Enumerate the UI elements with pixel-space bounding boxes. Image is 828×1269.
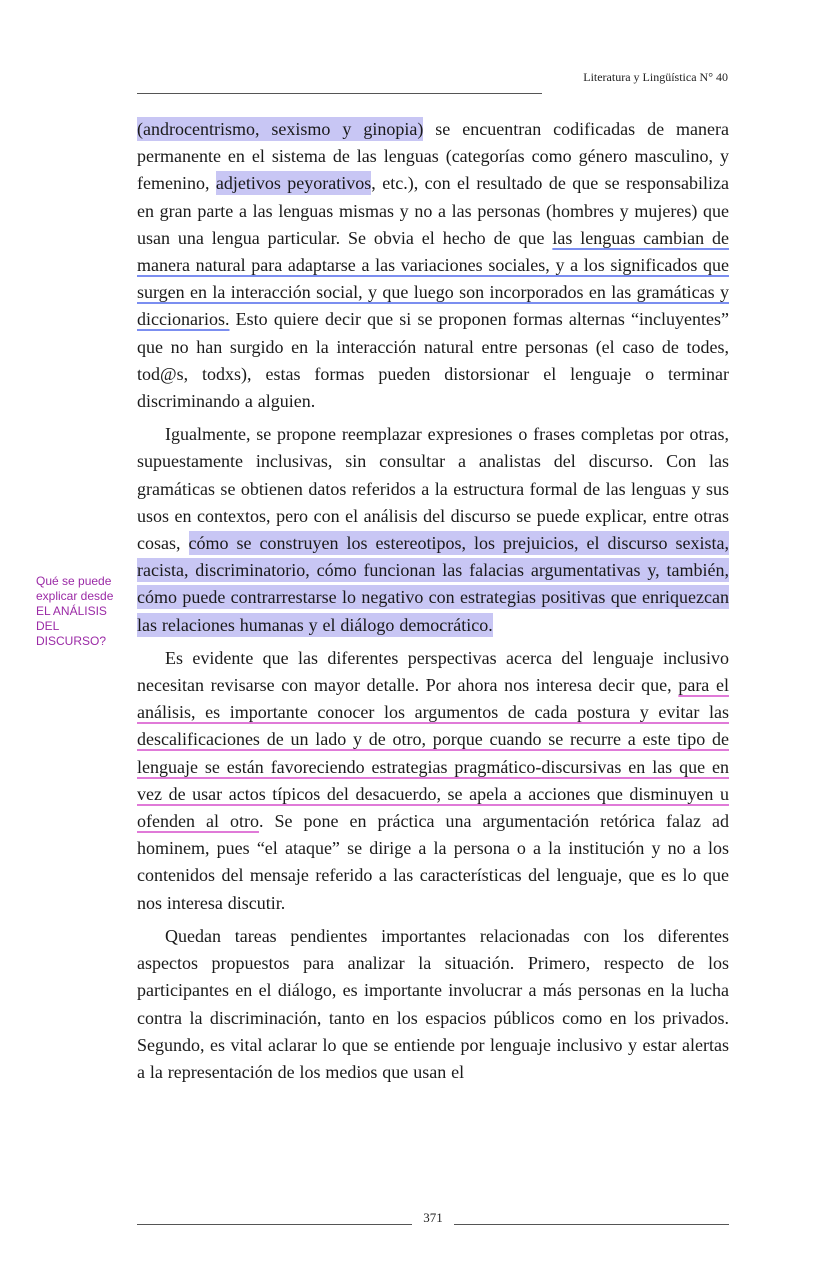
footer-divider-left <box>137 1224 412 1225</box>
paragraph-1 <box>137 116 729 415</box>
header-divider <box>137 93 542 94</box>
margin-annotation <box>36 574 122 649</box>
page-number: 371 <box>423 1210 443 1225</box>
underline-blue: las lenguas cambian de manera natural para adaptarse a las variaciones sociales, y a los significados que surgen en la interacción social, y que luego son incorporados en las gramáticas y diccionarios. <box>137 227 729 330</box>
margin-note-line: EL ANÁLISIS <box>36 604 107 618</box>
text-run: . Se pone en práctica una argumentación retórica falaz ad hominem, pues “el ataque” se dirige a la persona o a la institución y no a los contenidos del mensaje referido a las características del lenguaje, que es lo que nos interesa discutir. <box>137 811 730 913</box>
text-run: Esto quiere decir que si se proponen formas alternas “incluyentes” que no han surgido en la interacción natural entre personas (el caso de todes, tod@s, todxs), estas formas pueden distorsionar el lenguaje o terminar discriminando a alguien. <box>137 309 729 412</box>
highlight: adjetivos peyorativos <box>215 173 372 194</box>
margin-note-line: DEL <box>36 619 60 633</box>
underline-pink: para el análisis, es importante conocer los argumentos de cada postura y evitar las descalificaciones de un lado y de otro, porque cuando se recurre a este tipo de lenguaje se están favoreciendo estrategias pragmático-discursivas en las que en vez de usar actos típicos del desacuerdo, se apela a acciones que disminuyen u ofenden al otro <box>137 675 729 832</box>
margin-note-line: DISCURSO? <box>36 634 107 648</box>
journal-title: Literatura y Lingüística N° 40 <box>583 70 728 84</box>
text-run: , etc.), con el resultado de que se responsabiliza en gran parte a las lenguas mismas y no a las personas (hombres y mujeres) que usan una lengua particular. Se obvia el hecho de que <box>137 173 730 248</box>
page-body <box>137 116 729 1092</box>
paragraph-3 <box>137 645 729 917</box>
highlight: (androcentrismo, sexismo y ginopia) <box>137 119 424 139</box>
paragraph-2 <box>137 421 729 639</box>
margin-note-line: explicar desde <box>36 589 114 603</box>
text-run: Es evidente que las diferentes perspectivas acerca del lenguaje inclusivo necesitan revisarse con mayor detalle. Por ahora nos interesa decir que, <box>137 647 729 696</box>
text-run: se encuentran codificadas de manera permanente en el sistema de las lenguas (categorías como género masculino, y femenino, <box>137 119 729 194</box>
footer-divider-right <box>454 1224 729 1225</box>
text-run: Quedan tareas pendientes importantes relacionadas con los diferentes aspectos propuestos para analizar la situación. Primero, respecto de los participantes en el diálogo, es importante involucrar a más personas en la lucha contra la discriminación, tanto en los espacios públicos como en los privados. Segundo, es vital aclarar lo que se entiende por lenguaje inclusivo y estar alertas a la representación de los medios que usan el <box>137 925 729 1082</box>
text-run: Igualmente, se propone reemplazar expresiones o frases completas por otras, supuestamente inclusivas, sin consultar a analistas del discurso. Con las gramáticas se obtienen datos referidos a la estructura formal de las lenguas y sus usos en contextos, pero con el análisis del discurso se puede explicar, entre otras cosas, <box>137 424 729 554</box>
highlight: cómo se construyen los estereotipos, los prejuicios, el discurso sexista, racista, discriminatorio, cómo funcionan las falacias argumentativas y, también, cómo puede contrarrestarse lo negativo con estrategias positivas que enriquezcan las relaciones humanas y el diálogo democrático. <box>137 533 729 635</box>
paragraph-4 <box>137 923 729 1086</box>
margin-note-line: Qué se puede <box>36 574 112 588</box>
